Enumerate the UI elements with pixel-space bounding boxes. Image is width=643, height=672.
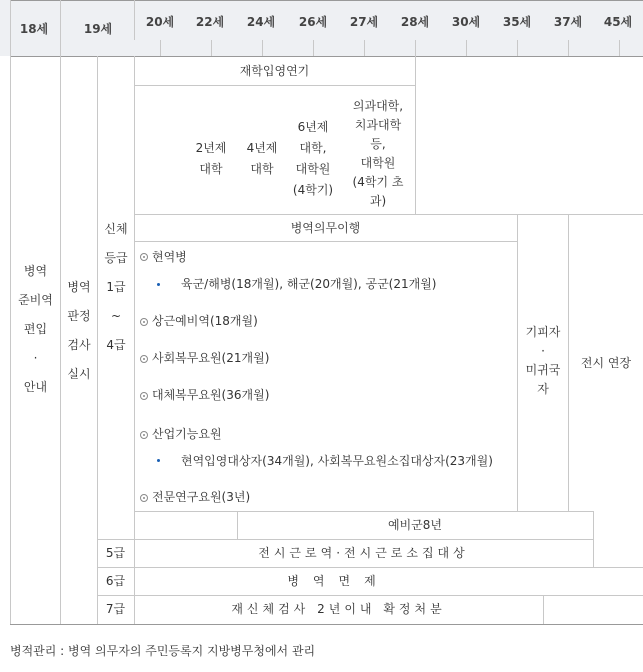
divider <box>134 511 593 512</box>
grade-5: 5급 <box>105 546 126 560</box>
divider <box>97 539 593 540</box>
circle-bullet-icon <box>140 431 148 439</box>
col-19-label: 병역 판정 검사 실시 <box>67 280 91 381</box>
age-header-45: 45세 <box>603 15 633 29</box>
age-header-22: 22세 <box>195 15 225 29</box>
tick <box>466 40 467 56</box>
divider <box>134 85 415 86</box>
divider <box>593 511 594 567</box>
tick <box>568 40 569 56</box>
age-header-19: 19세 <box>83 22 113 36</box>
entry-reserve-duty: 상근예비역(18개월) <box>152 314 258 328</box>
col-18-label: 병역 준비역 편입 · 안내 <box>18 264 53 394</box>
age-header-28: 28세 <box>400 15 430 29</box>
age-header-18: 18세 <box>19 22 49 36</box>
divider <box>134 241 517 242</box>
divider <box>97 567 643 568</box>
grade-5-text: 전시근로역·전시근로소집대상 <box>258 546 469 560</box>
entry-alternative-service: 대체복무요원(36개월) <box>152 388 270 402</box>
wartime-extension: 전시 연장 <box>580 356 632 370</box>
deferment-2yr: 2년제 대학 <box>195 141 227 176</box>
circle-bullet-icon <box>140 253 148 261</box>
age-header-37: 37세 <box>553 15 583 29</box>
evader-label: 기피자 · 미귀국 자 <box>525 325 561 396</box>
header-bottom-border <box>10 56 643 57</box>
physical-grade-label: 신체 등급 1급 ~ 4급 <box>104 222 128 352</box>
tick <box>262 40 263 56</box>
entry-social-service: 사회복무요원(21개월) <box>152 351 270 365</box>
deferment-medical: 의과대학, 치과대학 등, 대학원 (4학기 초 과) <box>352 99 404 208</box>
age-header-30: 30세 <box>451 15 481 29</box>
entry-industrial-sub: 현역입영대상자(34개월), 사회복무요원소집대상자(23개월) <box>181 454 493 468</box>
tick <box>313 40 314 56</box>
entry-active-duty: 현역병 <box>152 250 187 264</box>
deferment-title: 재학입영연기 <box>239 64 310 78</box>
table-bottom-border <box>10 624 643 625</box>
divider <box>134 0 135 40</box>
divider <box>97 595 643 596</box>
circle-bullet-icon <box>140 355 148 363</box>
age-header-24: 24세 <box>246 15 276 29</box>
footer-note: 병적관리 : 병역 의무자의 주민등록지 지방병무청에서 관리 <box>10 644 316 658</box>
age-header-26: 26세 <box>298 15 328 29</box>
divider <box>134 214 643 215</box>
tick <box>415 40 416 56</box>
entry-active-duty-sub: 육군/해병(18개월), 해군(20개월), 공군(21개월) <box>181 277 437 291</box>
grade-6: 6급 <box>105 574 126 588</box>
service-title: 병역의무이행 <box>290 221 361 235</box>
grade-7-text: 재신체검사 2년이내 확정처분 <box>231 602 446 616</box>
tick <box>619 40 620 56</box>
age-header-35: 35세 <box>502 15 532 29</box>
age-header-20: 20세 <box>145 15 175 29</box>
deferment-4yr: 4년제 대학 <box>246 141 278 176</box>
tick <box>160 40 161 56</box>
reserve-forces: 예비군8년 <box>387 518 442 532</box>
age-header-27: 27세 <box>349 15 379 29</box>
entry-research: 전문연구요원(3년) <box>152 490 251 504</box>
entry-industrial: 산업기능요원 <box>152 427 222 441</box>
tick <box>517 40 518 56</box>
deferment-6yr: 6년제 대학, 대학원 (4학기) <box>292 120 334 197</box>
circle-bullet-icon <box>140 392 148 400</box>
divider <box>543 595 544 624</box>
grade-7: 7급 <box>105 602 126 616</box>
grade-6-text: 병역면제 <box>287 574 390 588</box>
dot-bullet-icon <box>157 459 160 462</box>
tick <box>364 40 365 56</box>
dot-bullet-icon <box>157 283 160 286</box>
divider <box>415 56 416 214</box>
circle-bullet-icon <box>140 318 148 326</box>
circle-bullet-icon <box>140 494 148 502</box>
tick <box>211 40 212 56</box>
table-top-border <box>10 0 643 1</box>
